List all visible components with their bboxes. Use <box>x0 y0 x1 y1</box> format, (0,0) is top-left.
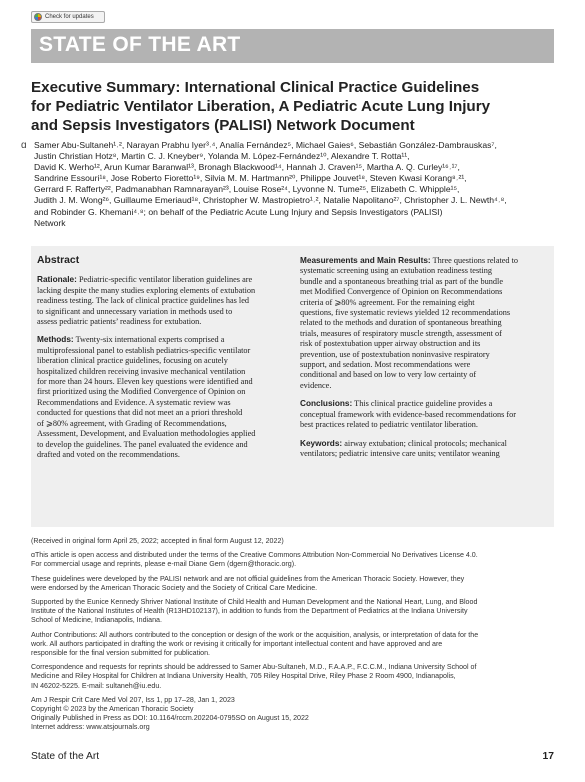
abstract-line <box>37 419 285 429</box>
abstract-line <box>37 450 285 460</box>
abstract-section <box>300 256 548 391</box>
abstract-line <box>300 410 548 420</box>
abstract-text: Twenty-six international experts comprised a <box>73 335 225 345</box>
footnote-line: Copyright © 2023 by the American Thoracic Society <box>31 705 194 714</box>
abstract-text: for more than 24 hours. Eleven key questions were identified and <box>37 377 253 387</box>
abstract-text: liberation clinical practice guidelines, focusing on acutely <box>37 356 228 366</box>
abstract-line <box>300 329 548 339</box>
abstract-section <box>300 439 548 460</box>
footnote-line: Am J Respir Crit Care Med Vol 207, Iss 1, pp 17–28, Jan 1, 2023 <box>31 695 235 704</box>
footnote <box>31 663 554 691</box>
footnote <box>31 696 554 733</box>
author-list <box>21 140 554 229</box>
author-line: and Robinder G. Khemani⁴˒⁸; on behalf of the Pediatric Acute Lung Injury and Sepsis Investigators (PALISI) <box>34 206 443 217</box>
abstract-text: to develop the guidelines. The panel evaluated the evidence and <box>37 439 248 449</box>
abstract-left-column <box>37 256 285 468</box>
abstract-section <box>37 335 285 460</box>
footnote <box>31 598 554 626</box>
abstract-text: criteria of ⩾80% agreement. For the remaining eight <box>300 297 475 307</box>
abstract-line <box>37 398 285 408</box>
abstract-text: questions, five systematic reviews yielded 12 recommendations <box>300 308 511 318</box>
footnote-line: were endorsed by the American Thoracic Society and the Society of Critical Care Medicine. <box>31 583 318 592</box>
footnote-line: Institute of the National Institutes of Health (R13HD102137), in addition to funds from the Department of Pediatrics at the Indiana University <box>31 607 468 616</box>
abstract-text: systematic screening using an extubation readiness testing <box>300 266 492 276</box>
abstract-line <box>37 356 285 366</box>
abstract-box <box>31 246 554 527</box>
abstract-text: of ⩾80% agreement, with Grading of Recommendations, <box>37 418 227 428</box>
abstract-line <box>37 367 285 377</box>
abstract-text: to significant and unnecessary variation in methods used to <box>37 306 233 316</box>
footer-section-label: State of the Art <box>31 751 100 762</box>
abstract-line <box>37 296 285 306</box>
crossmark-icon <box>34 13 42 21</box>
abstract-line <box>300 287 548 297</box>
footnote-line: Medicine and Riley Hospital for Children at Indiana University Health, 705 Riley Hospital Drive, Riley Phase 2 Room 4900, Indianapolis, <box>31 672 456 681</box>
abstract-section <box>300 399 548 430</box>
footnote-line: Correspondence and requests for reprints should be addressed to Samer Abu-Sultaneh, M.D., F.A.A.P., F.C.C.M., Indiana University School of <box>31 663 477 672</box>
abstract-line <box>300 318 548 328</box>
abstract-text: ventilators; pediatric intensive care units; ventilator weaning <box>300 448 500 458</box>
abstract-line <box>37 286 285 296</box>
abstract-line <box>37 275 285 285</box>
abstract-line <box>300 420 548 430</box>
footnote <box>31 575 554 593</box>
section-banner <box>31 29 554 63</box>
abstract-line <box>37 387 285 397</box>
title-line: and Sepsis Investigators (PALISI) Network Document <box>31 117 415 134</box>
abstract-section-label: Methods: <box>37 335 74 345</box>
footnote-line: work. All authors participated in drafting the work or revising it critically for important intellectual content and have approved and are <box>31 639 443 648</box>
abstract-line <box>37 408 285 418</box>
abstract-line <box>37 429 285 439</box>
check-for-updates-badge[interactable] <box>31 11 105 23</box>
abstract-text: evidence. <box>300 380 332 390</box>
abstract-text: readiness testing. The lack of clinical practice guidelines has led <box>37 296 249 306</box>
abstract-heading: Abstract <box>37 255 80 266</box>
abstract-line <box>300 370 548 380</box>
footnote-line: For commercial usage and reprints, please e-mail Diane Gern (dgern@thoracic.org). <box>31 560 297 569</box>
abstract-line <box>37 440 285 450</box>
abstract-line <box>37 346 285 356</box>
abstract-text: conducted for questions that did not meet an a priori threshold <box>37 408 243 418</box>
abstract-section-label: Rationale: <box>37 275 77 285</box>
abstract-text: assess pediatric patients’ readiness for extubation. <box>37 317 202 327</box>
abstract-text: met Modified Convergence of Opinion on Recommendations <box>300 287 503 297</box>
abstract-text: related to the methods and duration of spontaneous breathing <box>300 318 502 328</box>
footnote-line: School of Medicine, Indianapolis, Indiana. <box>31 616 162 625</box>
abstract-text: support, and sedation. Most recommendations were <box>300 360 471 370</box>
footnote-line: ɑThis article is open access and distributed under the terms of the Creative Commons Attribution Non-Commercial No Derivatives License 4.0. <box>31 551 478 560</box>
abstract-text: risk of postextubation upper airway obstruction and its <box>300 339 481 349</box>
abstract-line <box>37 317 285 327</box>
author-line: Gerrard F. Rafferty²², Padmanabhan Ramnarayan²³, Louise Rose²⁴, Lyvonne N. Tume²⁵, Elizabeth C. Whipple¹⁵, <box>34 184 460 195</box>
abstract-line <box>300 308 548 318</box>
abstract-text: conceptual framework with evidence-based recommendations for <box>300 409 517 419</box>
author-line: David K. Werho¹², Arun Kumar Baranwal¹³, Bronagh Blackwood¹⁴, Hannah J. Craven¹⁵, Martha A. Q. Curley¹⁶˒¹⁷, <box>34 162 460 173</box>
abstract-text: Recommendations and Evidence. A systematic review was <box>37 397 231 407</box>
abstract-text: Three questions related to <box>430 256 519 265</box>
abstract-text: Pediatric-specific ventilator liberation guidelines are <box>76 275 253 285</box>
abstract-section <box>37 275 285 327</box>
author-line: Justin Christian Hotz⁸, Martin C. J. Kneyber⁹, Yolanda M. López-Fernández¹⁰, Alexandre T. Rotta¹¹, <box>34 151 410 162</box>
abstract-line <box>300 298 548 308</box>
article-title <box>31 78 551 135</box>
abstract-section-label: Conclusions: <box>300 399 353 409</box>
footnote-line: These guidelines were developed by the PALISI network and are not official guidelines from the American Thoracic Society. However, they <box>31 574 465 583</box>
banner-text: STATE OF THE ART <box>39 33 241 56</box>
footnote-line: (Received in original form April 25, 2022; accepted in final form August 12, 2022) <box>31 537 284 545</box>
footnote-line: IN 46202-5225. E-mail: sultaneh@iu.edu. <box>31 681 162 690</box>
abstract-text: hospitalized children receiving invasive mechanical ventilation <box>37 366 246 376</box>
abstract-line <box>300 449 548 459</box>
footnote-line: Internet address: www.atsjournals.org <box>31 723 150 732</box>
abstract-text: This clinical practice guideline provides a <box>352 399 493 409</box>
page-number: 17 <box>542 751 554 762</box>
footnote <box>31 537 554 546</box>
abstract-text: multiprofessional panel to establish pediatrics-specific ventilator <box>37 345 251 355</box>
abstract-text: Assessment, Development, and Evaluation methodologies applied <box>37 429 256 439</box>
author-line: Sandrine Essouri¹⁸, Jose Roberto Fioretto¹⁹, Silvia M. M. Hartmann²⁰, Philippe Jouvet¹⁸, Steven Kwasi Korang⁸˒²¹, <box>34 173 467 184</box>
abstract-right-column <box>300 256 548 467</box>
abstract-line <box>300 360 548 370</box>
abstract-text: trials, measures of respiratory muscle strength, assessment of <box>300 328 502 338</box>
footnote-line: Author Contributions: All authors contributed to the conception or design of the work or the acquisition, analysis, or interpretation of data for the <box>31 630 479 639</box>
author-line: Samer Abu-Sultaneh¹˒², Narayan Prabhu Iyer³˒⁴, Analía Fernández⁵, Michael Gaies⁶, Sebastián González-Dambrauskas⁷, <box>34 140 497 150</box>
open-access-icon: ɑ <box>21 140 27 151</box>
author-line: Judith J. M. Wong²⁶, Guillaume Emeriaud¹⁸, Christopher W. Mastropietro¹˒², Natalie Napolitano²⁷, Christopher J. L. Newth⁴˒⁸, <box>34 195 507 206</box>
check-for-updates-label: Check for updates <box>45 14 94 20</box>
abstract-line <box>300 256 548 266</box>
abstract-line <box>300 439 548 449</box>
page-footer <box>31 751 554 762</box>
abstract-text: airway extubation; clinical protocols; mechanical <box>342 438 507 448</box>
abstract-line <box>300 399 548 409</box>
footnote <box>31 551 554 569</box>
abstract-section-label: Keywords: <box>300 438 343 448</box>
footnotes <box>31 537 554 738</box>
abstract-text: lacking despite the many studies exploring elements of extubation <box>37 285 256 295</box>
footnote-line: Originally Published in Press as DOI: 10.1164/rccm.202204-0795SO on August 15, 2022 <box>31 714 309 723</box>
footnote-line: responsible for the final version submitted for publication. <box>31 649 211 658</box>
abstract-section-label: Measurements and Main Results: <box>300 256 431 265</box>
abstract-line <box>37 377 285 387</box>
abstract-text: bundle and a spontaneous breathing trial as part of the bundle <box>300 276 503 286</box>
title-line: for Pediatric Ventilator Liberation, A Pediatric Acute Lung Injury <box>31 98 491 115</box>
abstract-text: first prioritized using the Modified Convergence of Opinion on <box>37 387 246 397</box>
abstract-text: conditional and based on low to very low certainty of <box>300 370 477 380</box>
abstract-line <box>300 350 548 360</box>
footnote-line: Supported by the Eunice Kennedy Shriver National Institute of Child Health and Human Development and the National Heart, Lung, and Blood <box>31 598 478 607</box>
abstract-line <box>300 339 548 349</box>
abstract-line <box>300 277 548 287</box>
abstract-text: drafted and voted on the recommendations. <box>37 449 180 459</box>
abstract-line <box>300 381 548 391</box>
title-line: Executive Summary: International Clinical Practice Guidelines <box>31 79 480 96</box>
abstract-line <box>37 307 285 317</box>
author-line: Network <box>34 217 66 228</box>
abstract-text: prevention, use of postextubation noninvasive respiratory <box>300 349 490 359</box>
abstract-line <box>300 266 548 276</box>
abstract-line <box>37 335 285 345</box>
abstract-text: best practices related to pediatric ventilator liberation. <box>300 420 478 430</box>
footnote <box>31 631 554 659</box>
